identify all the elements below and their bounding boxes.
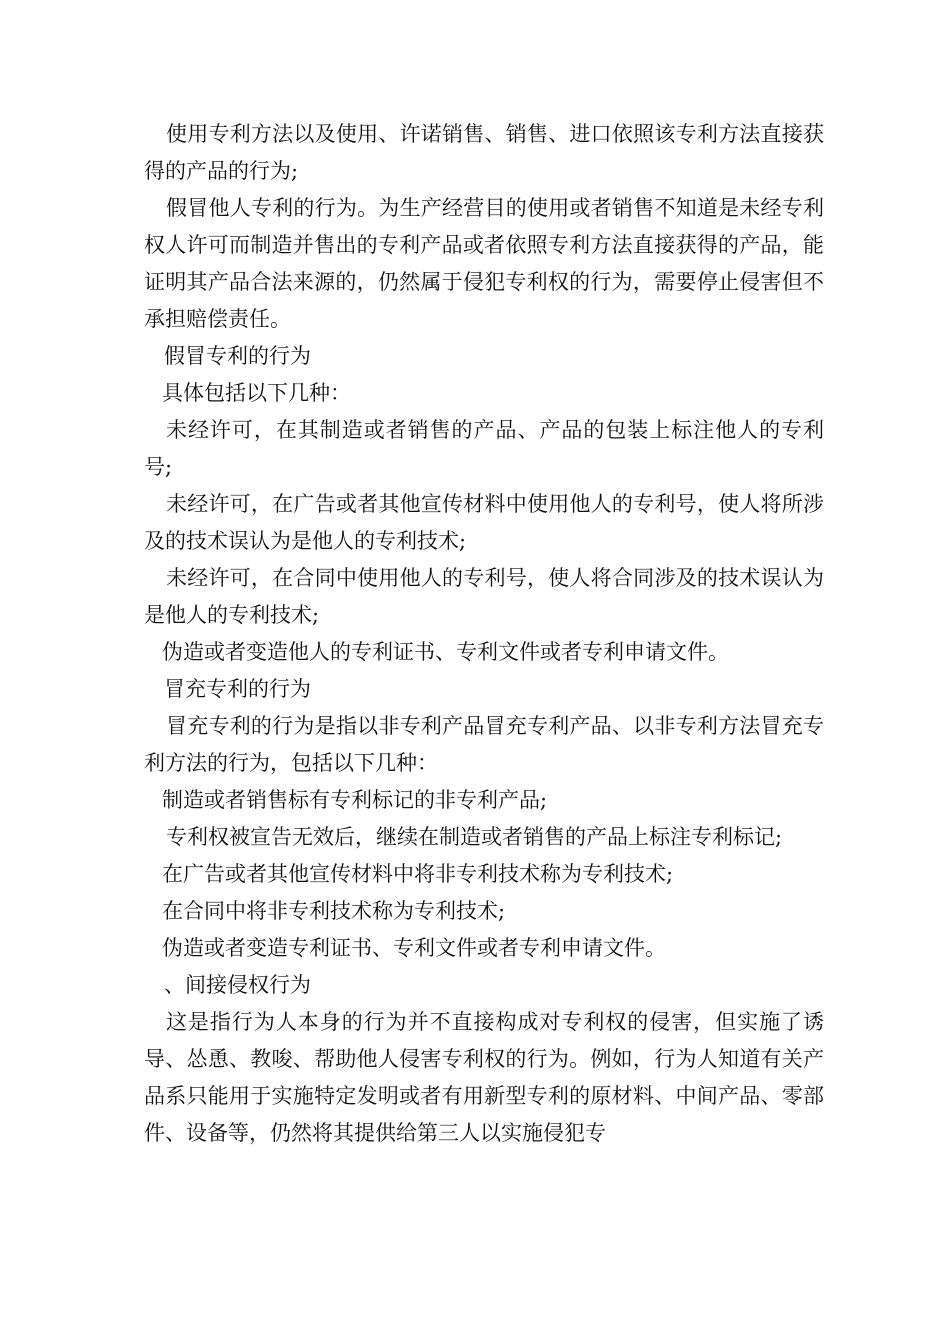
paragraph-counterfeit-patent: 假冒他人专利的行为。为生产经营目的使用或者销售不知道是未经专利权人许可而制造并售出的专利产品或者依照专利方法直接获得的产品，能证明其产品合法来源的，仍然属于侵犯专利权的行为，需要停止侵害但不承担赔偿责任。	[144, 196, 824, 331]
heading-impersonating-patent: 冒充专利的行为	[164, 677, 311, 701]
heading-indirect-infringement: 、间接侵权行为	[164, 973, 311, 997]
paragraph-invalidated-patent-marking: 专利权被宣告无效后，继续在制造或者销售的产品上标注专利标记;	[166, 825, 783, 849]
heading-counterfeit-patent-acts: 假冒专利的行为	[164, 344, 311, 368]
document-page	[144, 116, 824, 1152]
paragraph-unlicensed-advertising: 未经许可，在广告或者其他宣传材料中使用他人的专利号，使人将所涉及的技术误认为是他人的专利技术;	[144, 492, 824, 553]
paragraph-marked-non-patent-products: 制造或者销售标有专利标记的非专利产品;	[162, 788, 548, 812]
paragraph-advertising-non-patent: 在广告或者其他宣传材料中将非专利技术称为专利技术;	[162, 862, 674, 886]
paragraph-impersonating-definition: 冒充专利的行为是指以非专利产品冒充专利产品、以非专利方法冒充专利方法的行为，包括以下几种：	[144, 714, 824, 775]
paragraph-indirect-infringement-definition: 这是指行为人本身的行为并不直接构成对专利权的侵害，但实施了诱导、怂恿、教唆、帮助他人侵害专利权的行为。例如，行为人知道有关产品系只能用于实施特定发明或者有用新型专利的原材料、中间产品、零部件、设备等，仍然将其提供给第三人以实施侵犯专	[144, 1010, 824, 1145]
paragraph-forged-certificates: 伪造或者变造他人的专利证书、专利文件或者专利申请文件。	[162, 640, 729, 664]
paragraph-forged-documents: 伪造或者变造专利证书、专利文件或者专利申请文件。	[162, 936, 666, 960]
paragraph-unlicensed-marking: 未经许可，在其制造或者销售的产品、产品的包装上标注他人的专利号;	[144, 418, 824, 479]
paragraph-contract-non-patent: 在合同中将非专利技术称为专利技术;	[162, 899, 506, 923]
paragraph-unlicensed-contract: 未经许可，在合同中使用他人的专利号，使人将合同涉及的技术误认为是他人的专利技术;	[144, 566, 824, 627]
paragraph-patent-method-use: 使用专利方法以及使用、许诺销售、销售、进口依照该专利方法直接获得的产品的行为;	[144, 122, 824, 183]
paragraph-includes-following: 具体包括以下几种：	[162, 381, 351, 405]
